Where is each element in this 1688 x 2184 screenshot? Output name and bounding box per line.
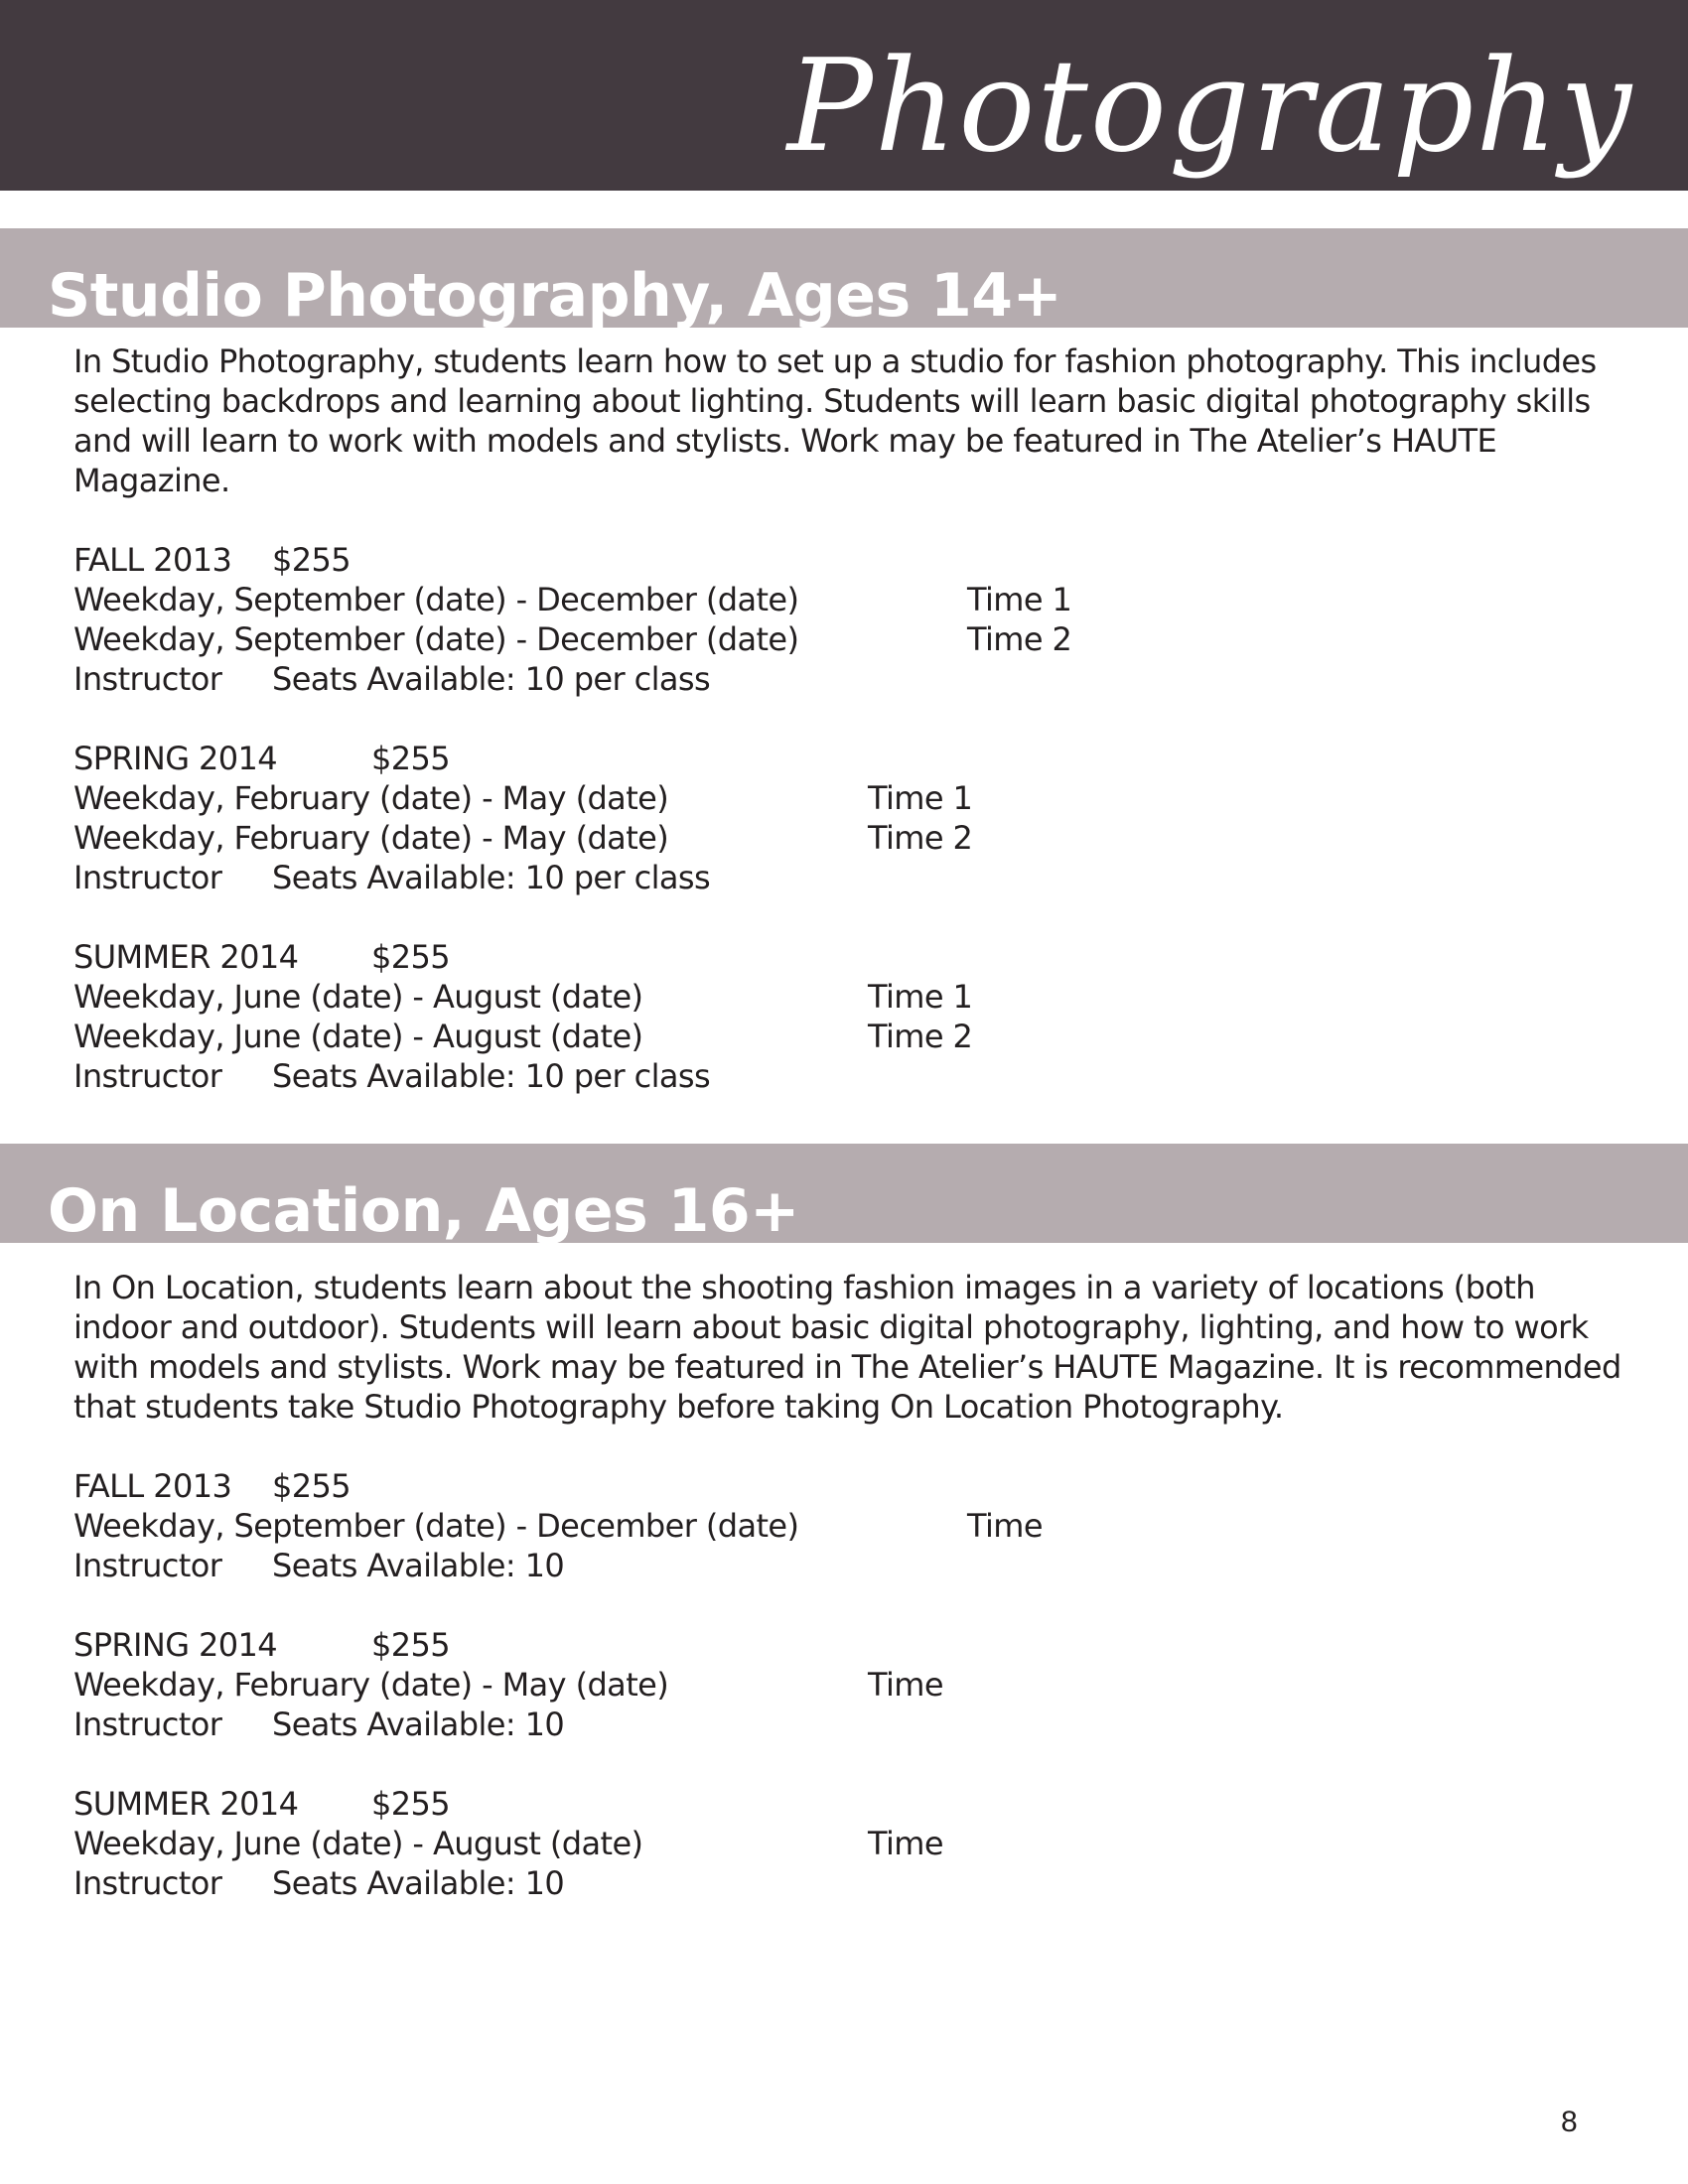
section-title: On Location, Ages 16+: [48, 1176, 799, 1246]
section-description: In On Location, students learn about the shooting fashion images in a variety of locations (both indoor and outdoor). Students will learn about basic digital photography, lighting, and how to work with models and stylists. Work may be featured in The Atelier’s HAUTE Magazine. It is recommended that students take Studio Photography before taking On Location Photography.: [73, 1269, 1621, 1426]
instructor-row: [73, 1705, 1464, 1744]
session-dates: Weekday, September (date) - December (date): [73, 620, 799, 658]
term-name: FALL 2013: [73, 541, 232, 579]
session-time: Time 2: [868, 1018, 973, 1055]
session-row: [73, 619, 1464, 659]
term-name: SUMMER 2014: [73, 938, 299, 976]
session-row: [73, 977, 1464, 1017]
instructor-row: [73, 1056, 1464, 1096]
term-heading: [73, 1466, 1464, 1506]
session-dates: Weekday, February (date) - May (date): [73, 819, 669, 857]
section-header-studio: [0, 228, 1688, 331]
session-row: [73, 1017, 1464, 1056]
instructor-label: Instructor: [73, 1706, 222, 1743]
term-heading: [73, 540, 1464, 580]
session-time: Time: [868, 1666, 943, 1704]
session-row: [73, 818, 1464, 858]
instructor-label: Instructor: [73, 1547, 222, 1584]
seats-available: Seats Available: 10: [272, 1547, 565, 1584]
session-row: [73, 580, 1464, 619]
instructor-row: [73, 659, 1464, 699]
term-name: FALL 2013: [73, 1467, 232, 1505]
session-time: Time 1: [967, 581, 1072, 618]
section-description: In Studio Photography, students learn how to set up a studio for fashion photography. This includes selecting backdrops and learning about lighting. Students will learn basic digital photography skills and will learn to work with models and stylists. Work may be featured in The Atelier’s HAUTE Magazine.: [73, 342, 1597, 499]
term-block-spring-2014: [73, 1625, 1464, 1744]
seats-available: Seats Available: 10: [272, 1864, 565, 1902]
term-name: SPRING 2014: [73, 1626, 278, 1664]
term-heading: [73, 1784, 1464, 1824]
instructor-label: Instructor: [73, 1057, 222, 1095]
term-block-summer-2014: [73, 1784, 1464, 1903]
term-heading: [73, 1625, 1464, 1665]
seats-available: Seats Available: 10 per class: [272, 660, 711, 698]
term-price: $255: [371, 938, 451, 976]
session-row: [73, 778, 1464, 818]
session-dates: Weekday, February (date) - May (date): [73, 779, 669, 817]
instructor-label: Instructor: [73, 660, 222, 698]
header-banner: [0, 0, 1688, 191]
session-time: Time 1: [868, 779, 973, 817]
session-dates: Weekday, June (date) - August (date): [73, 1018, 643, 1055]
section-header-on-location: [0, 1144, 1688, 1246]
term-price: $255: [371, 740, 451, 777]
instructor-label: Instructor: [73, 859, 222, 896]
seats-available: Seats Available: 10 per class: [272, 859, 711, 896]
session-row: [73, 1665, 1464, 1705]
instructor-row: [73, 858, 1464, 897]
term-price: $255: [371, 1785, 451, 1823]
term-block-summer-2014: [73, 937, 1464, 1096]
instructor-row: [73, 1546, 1464, 1585]
seats-available: Seats Available: 10 per class: [272, 1057, 711, 1095]
session-time: Time 2: [868, 819, 973, 857]
session-dates: Weekday, September (date) - December (date): [73, 581, 799, 618]
session-row: [73, 1824, 1464, 1863]
instructor-row: [73, 1863, 1464, 1903]
term-block-spring-2014: [73, 739, 1464, 897]
session-dates: Weekday, September (date) - December (date): [73, 1507, 799, 1545]
page-title: Photography: [786, 33, 1633, 181]
session-time: Time: [868, 1825, 943, 1862]
session-time: Time 2: [967, 620, 1072, 658]
section-title: Studio Photography, Ages 14+: [48, 261, 1062, 331]
term-name: SUMMER 2014: [73, 1785, 299, 1823]
term-price: $255: [272, 1467, 352, 1505]
session-dates: Weekday, June (date) - August (date): [73, 978, 643, 1016]
session-dates: Weekday, February (date) - May (date): [73, 1666, 669, 1704]
term-heading: [73, 937, 1464, 977]
term-price: $255: [272, 541, 352, 579]
term-heading: [73, 739, 1464, 778]
page-number: 8: [1561, 2106, 1578, 2138]
instructor-label: Instructor: [73, 1864, 222, 1902]
term-name: SPRING 2014: [73, 740, 278, 777]
seats-available: Seats Available: 10: [272, 1706, 565, 1743]
session-row: [73, 1506, 1464, 1546]
term-block-fall-2013: [73, 1466, 1464, 1585]
session-time: Time 1: [868, 978, 973, 1016]
session-dates: Weekday, June (date) - August (date): [73, 1825, 643, 1862]
term-price: $255: [371, 1626, 451, 1664]
session-time: Time: [967, 1507, 1043, 1545]
term-block-fall-2013: [73, 540, 1464, 699]
